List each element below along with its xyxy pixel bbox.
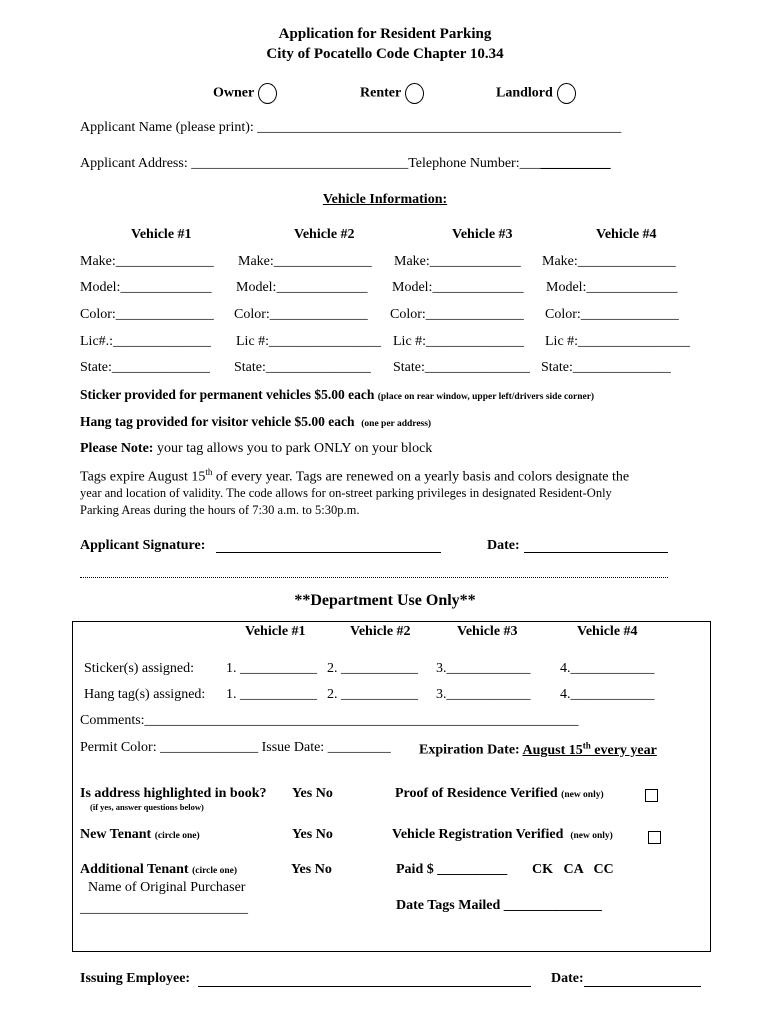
vehicle4-make-field[interactable]: Make:______________ [542,254,676,269]
vehicle-header-3: Vehicle #3 [452,227,513,242]
sticker-note [80,387,594,403]
proof-residence-label: Proof of Residence Verified [395,786,558,801]
please-note-label: Please Note: [80,441,154,456]
address-highlight-question: Is address highlighted in book? [80,786,267,801]
vehicle1-make-field[interactable]: Make:______________ [80,254,214,269]
vehicle-header-4: Vehicle #4 [596,227,657,242]
new-tenant-label: New Tenant [80,827,152,842]
expire-line-1 [80,467,629,486]
proof-residence [395,786,604,802]
vehicle-header-1: Vehicle #1 [131,227,192,242]
additional-tenant-yes-no[interactable]: Yes No [291,862,332,877]
form-title: Application for Resident Parking [278,26,492,42]
renter-label: Renter [360,85,402,101]
expire-line-2: year and location of validity. The code allows for on-street parking privileges in designated Resident-Only [80,486,612,500]
permit-color-issue-field[interactable]: Permit Color: ______________ Issue Date: _________ [80,740,391,755]
address-yes-no[interactable]: Yes No [292,786,333,801]
new-tenant [80,827,200,843]
sticker-placement: (place on rear window, upper left/drivers side corner) [377,392,595,402]
renter-radio-circle[interactable] [405,83,424,104]
vehicle2-lic-field[interactable]: Lic #:________________ [236,334,382,349]
additional-tenant [80,862,237,878]
vehicle-info-heading: Vehicle Information: [322,192,448,207]
proof-residence-checkbox[interactable] [645,789,658,802]
hangtags-assigned-label: Hang tag(s) assigned: [84,687,206,702]
sticker-text: Sticker provided for permanent vehicles $5.00 each [80,387,375,402]
signature-line[interactable] [216,552,441,553]
owner-radio-circle[interactable] [258,83,277,104]
dept-vehicle-2: Vehicle #2 [350,624,411,639]
vehicle3-color-field[interactable]: Color:______________ [390,307,524,322]
applicant-name-field[interactable]: Applicant Name (please print): ____________________________________________________ [80,120,622,135]
sticker-slot-2[interactable]: 2. ___________ [327,661,418,676]
original-purchaser-label: Name of Original Purchaser [88,880,246,895]
owner-option[interactable] [213,83,277,104]
expiration-value-a: August 15 [522,742,583,758]
expiration-date [419,740,657,759]
landlord-option[interactable] [496,83,576,104]
expire-line-3: Parking Areas during the hours of 7:30 a.m. to 5:30p.m. [80,503,360,517]
address-phone-line: Applicant Address: _______________________________Telephone Number:___ [80,156,541,171]
vehicle1-model-field[interactable]: Model:_____________ [80,280,212,295]
additional-tenant-circle-one: (circle one) [192,866,237,876]
hangtag-slot-1[interactable]: 1. ___________ [226,687,317,702]
vehicle1-color-field[interactable]: Color:______________ [80,307,214,322]
form-subtitle: City of Pocatello Code Chapter 10.34 [266,46,504,62]
vehicle1-lic-field[interactable]: Lic#.:______________ [80,334,212,349]
original-purchaser-field[interactable]: ________________________ [80,901,248,916]
hang-tag-text: Hang tag provided for visitor vehicle $5.00 each [80,414,355,429]
dept-vehicle-3: Vehicle #3 [457,624,518,639]
cut-divider [80,577,668,578]
address-question-sub: (if yes, answer questions below) [90,802,204,812]
hang-tag-note [80,414,431,430]
signature-label: Applicant Signature: [80,538,206,553]
paid-field[interactable]: Paid $ __________ [396,862,508,877]
footer-date-line[interactable] [584,986,701,987]
owner-label: Owner [213,85,255,101]
vehicle-header-2: Vehicle #2 [294,227,355,242]
expiration-value [522,740,657,758]
vehicle-registration-label: Vehicle Registration Verified [392,827,564,842]
sticker-slot-1[interactable]: 1. ___________ [226,661,317,676]
stickers-assigned-label: Sticker(s) assigned: [84,661,195,676]
vehicle3-lic-field[interactable]: Lic #:______________ [393,334,525,349]
vehicle4-model-field[interactable]: Model:_____________ [546,280,678,295]
hang-tag-limit: (one per address) [361,419,432,429]
vehicle-registration [392,827,613,843]
signature-date-label: Date: [487,538,520,553]
proof-new-only: (new only) [561,790,604,800]
phone-line-tail: __________ [540,156,611,171]
dept-vehicle-4: Vehicle #4 [577,624,638,639]
vehicle4-color-field[interactable]: Color:______________ [545,307,679,322]
please-note [80,441,432,457]
vehicle2-make-field[interactable]: Make:______________ [238,254,372,269]
vehicle3-make-field[interactable]: Make:_____________ [394,254,521,269]
vehicle4-state-field[interactable]: State:______________ [541,360,671,375]
applicant-address-field[interactable] [80,156,611,172]
vehicle3-model-field[interactable]: Model:_____________ [392,280,524,295]
issuing-employee-label: Issuing Employee: [80,971,191,986]
renter-option[interactable] [360,83,424,104]
dept-vehicle-1: Vehicle #1 [245,624,306,639]
sticker-slot-3[interactable]: 3.____________ [436,661,531,676]
sticker-slot-4[interactable]: 4.____________ [560,661,655,676]
department-heading: **Department Use Only** [294,592,476,609]
payment-methods[interactable]: CK CA CC [532,862,614,877]
expiration-label: Expiration Date: [419,742,520,758]
hangtag-slot-2[interactable]: 2. ___________ [327,687,418,702]
landlord-radio-circle[interactable] [557,83,576,104]
please-note-text: your tag allows you to park ONLY on your block [153,441,433,456]
new-tenant-circle-one: (circle one) [154,831,200,841]
vehicle3-state-field[interactable]: State:_______________ [393,360,530,375]
issuing-employee-line[interactable] [198,986,531,987]
signature-date-line[interactable] [524,552,668,553]
hangtag-slot-3[interactable]: 3.____________ [436,687,531,702]
new-tenant-yes-no[interactable]: Yes No [292,827,333,842]
landlord-label: Landlord [496,85,553,101]
date-tags-mailed-field[interactable]: Date Tags Mailed ______________ [396,898,602,913]
expire-sup: th [205,467,213,477]
hangtag-slot-4[interactable]: 4.____________ [560,687,655,702]
expire-text-b: of every year. Tags are renewed on a yearly basis and colors designate the [212,469,630,485]
vehicle4-lic-field[interactable]: Lic #:________________ [545,334,691,349]
vehicle-registration-checkbox[interactable] [648,831,661,844]
vehicle-reg-new-only: (new only) [570,831,613,841]
expiration-sup: th [582,740,591,750]
comments-field[interactable]: Comments:______________________________________________________________ [80,713,579,728]
footer-date-label: Date: [551,971,584,986]
vehicle2-state-field[interactable]: State:_______________ [234,360,371,375]
expire-text-a: Tags expire August 15 [80,469,206,485]
vehicle2-color-field[interactable]: Color:______________ [234,307,368,322]
additional-tenant-label: Additional Tenant [80,862,189,877]
vehicle1-state-field[interactable]: State:______________ [80,360,210,375]
vehicle2-model-field[interactable]: Model:_____________ [236,280,368,295]
expiration-value-b: every year [590,742,657,758]
